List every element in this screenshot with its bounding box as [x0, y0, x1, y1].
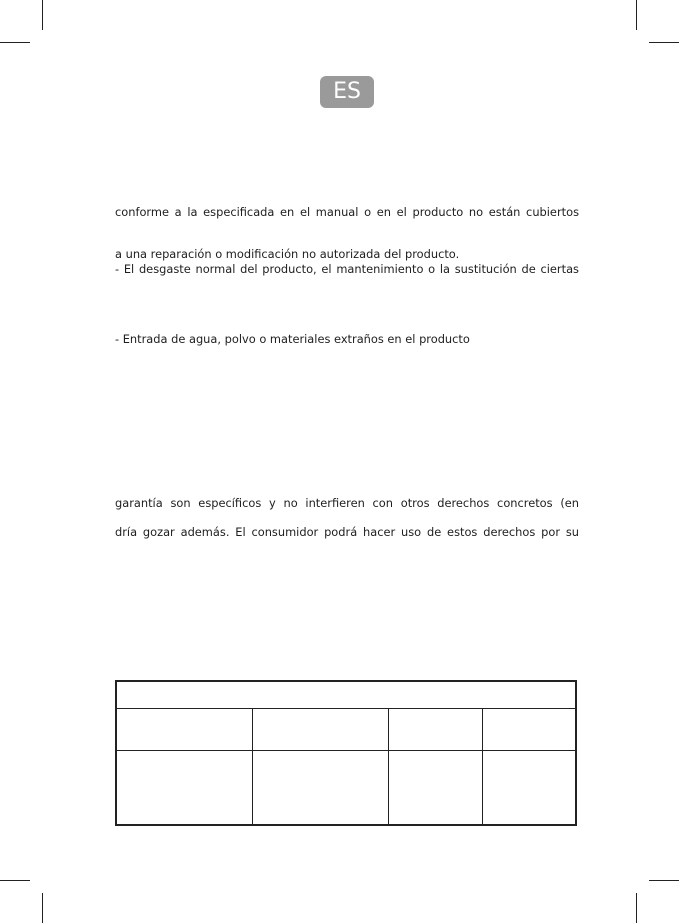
crop-mark — [0, 880, 30, 881]
text-line: - El desgaste normal del producto, el mantenimiento o la sustitución de ciertas — [115, 262, 579, 276]
crop-mark — [636, 893, 637, 923]
table-row — [117, 709, 575, 751]
text-line: - Entrada de agua, polvo o materiales extraños en el producto — [115, 332, 470, 346]
crop-mark — [0, 42, 30, 43]
text-line: dría gozar además. El consumidor podrá hacer uso de estos derechos por su — [115, 525, 579, 539]
warranty-table — [115, 680, 577, 826]
text-line: a una reparación o modificación no autorizada del producto. — [115, 247, 460, 261]
table-column-divider — [388, 709, 389, 824]
crop-mark — [649, 880, 679, 881]
text-line: garantía son específicos y no interfieren con otros derechos concretos (en — [115, 496, 579, 510]
crop-mark — [42, 893, 43, 923]
language-badge: ES — [320, 76, 374, 108]
crop-mark — [42, 0, 43, 30]
crop-mark — [636, 0, 637, 30]
table-column-divider — [482, 709, 483, 824]
crop-mark — [649, 42, 679, 43]
text-line: conforme a la especificada en el manual o en el producto no están cubiertos — [115, 205, 579, 219]
table-column-divider — [252, 709, 253, 824]
table-header-row — [117, 682, 575, 709]
